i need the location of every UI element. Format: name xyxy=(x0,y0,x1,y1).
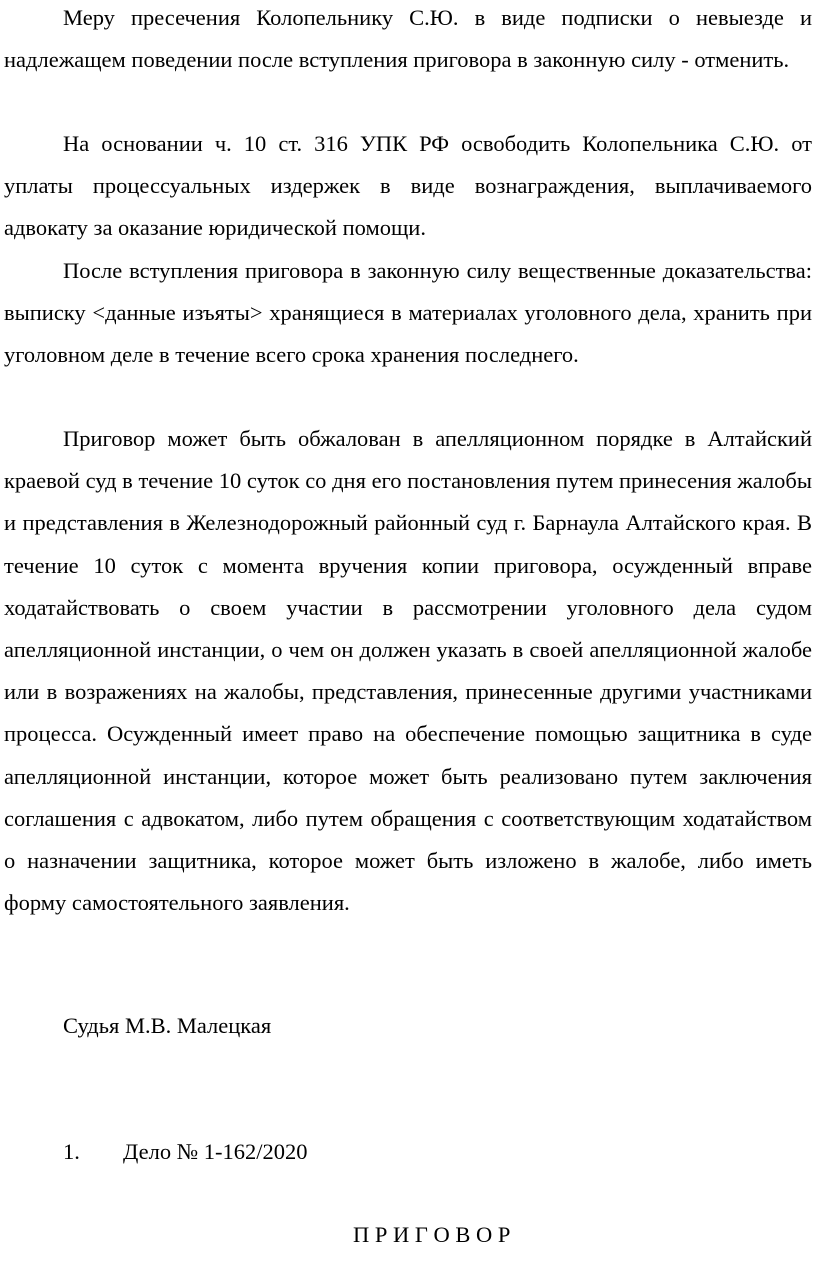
verdict-heading: П Р И Г О В О Р xyxy=(353,1222,511,1247)
case-list-item xyxy=(63,1136,308,1168)
paragraph-preventive-measure: Меру пресечения Колопельнику С.Ю. в виде подписки о невыезде и надлежащем поведении после вступления приговора в законную силу - отменить. xyxy=(4,5,812,73)
paragraph-appeal: Приговор может быть обжалован в апелляционном порядке в Алтайский краевой суд в течение 10 суток со дня его постановления путем принесения жалобы и представления в Железнодорожный районный суд г. Барнаула Алтайского края. В течение 10 суток с момента вручения копии приговора, осужденный вправе ходатайствовать о своем участии в рассмотрении уголовного дела судом апелляционной инстанции, о чем он должен указать в своей апелляционной жалобе или в возражениях на жалобы, представления, принесенные другими участниками процесса. Осужденный имеет право на обеспечение помощью защитника в суде апелляционной инстанции, которое может быть реализовано путем заключения соглашения с адвокатом, либо путем обращения с соответствующим ходатайством о назначении защитника, которое может быть изложено в жалобе, либо иметь форму самостоятельного заявления. xyxy=(4,426,812,916)
judge-signature: Судья М.В. Малецкая xyxy=(63,1013,272,1038)
paragraph-evidence: После вступления приговора в законную силу вещественные доказательства: выписку <данные изъяты> хранящиеся в материалах уголовного дела, хранить при уголовном деле в течение всего срока хранения последнего. xyxy=(4,258,812,368)
paragraph-procedural-costs: На основании ч. 10 ст. 316 УПК РФ освободить Колопельника С.Ю. от уплаты процессуальных издержек в виде вознаграждения, выплачиваемого адвокату за оказание юридической помощи. xyxy=(4,131,812,241)
list-number: 1. xyxy=(63,1139,80,1164)
case-number: Дело № 1-162/2020 xyxy=(123,1139,308,1164)
